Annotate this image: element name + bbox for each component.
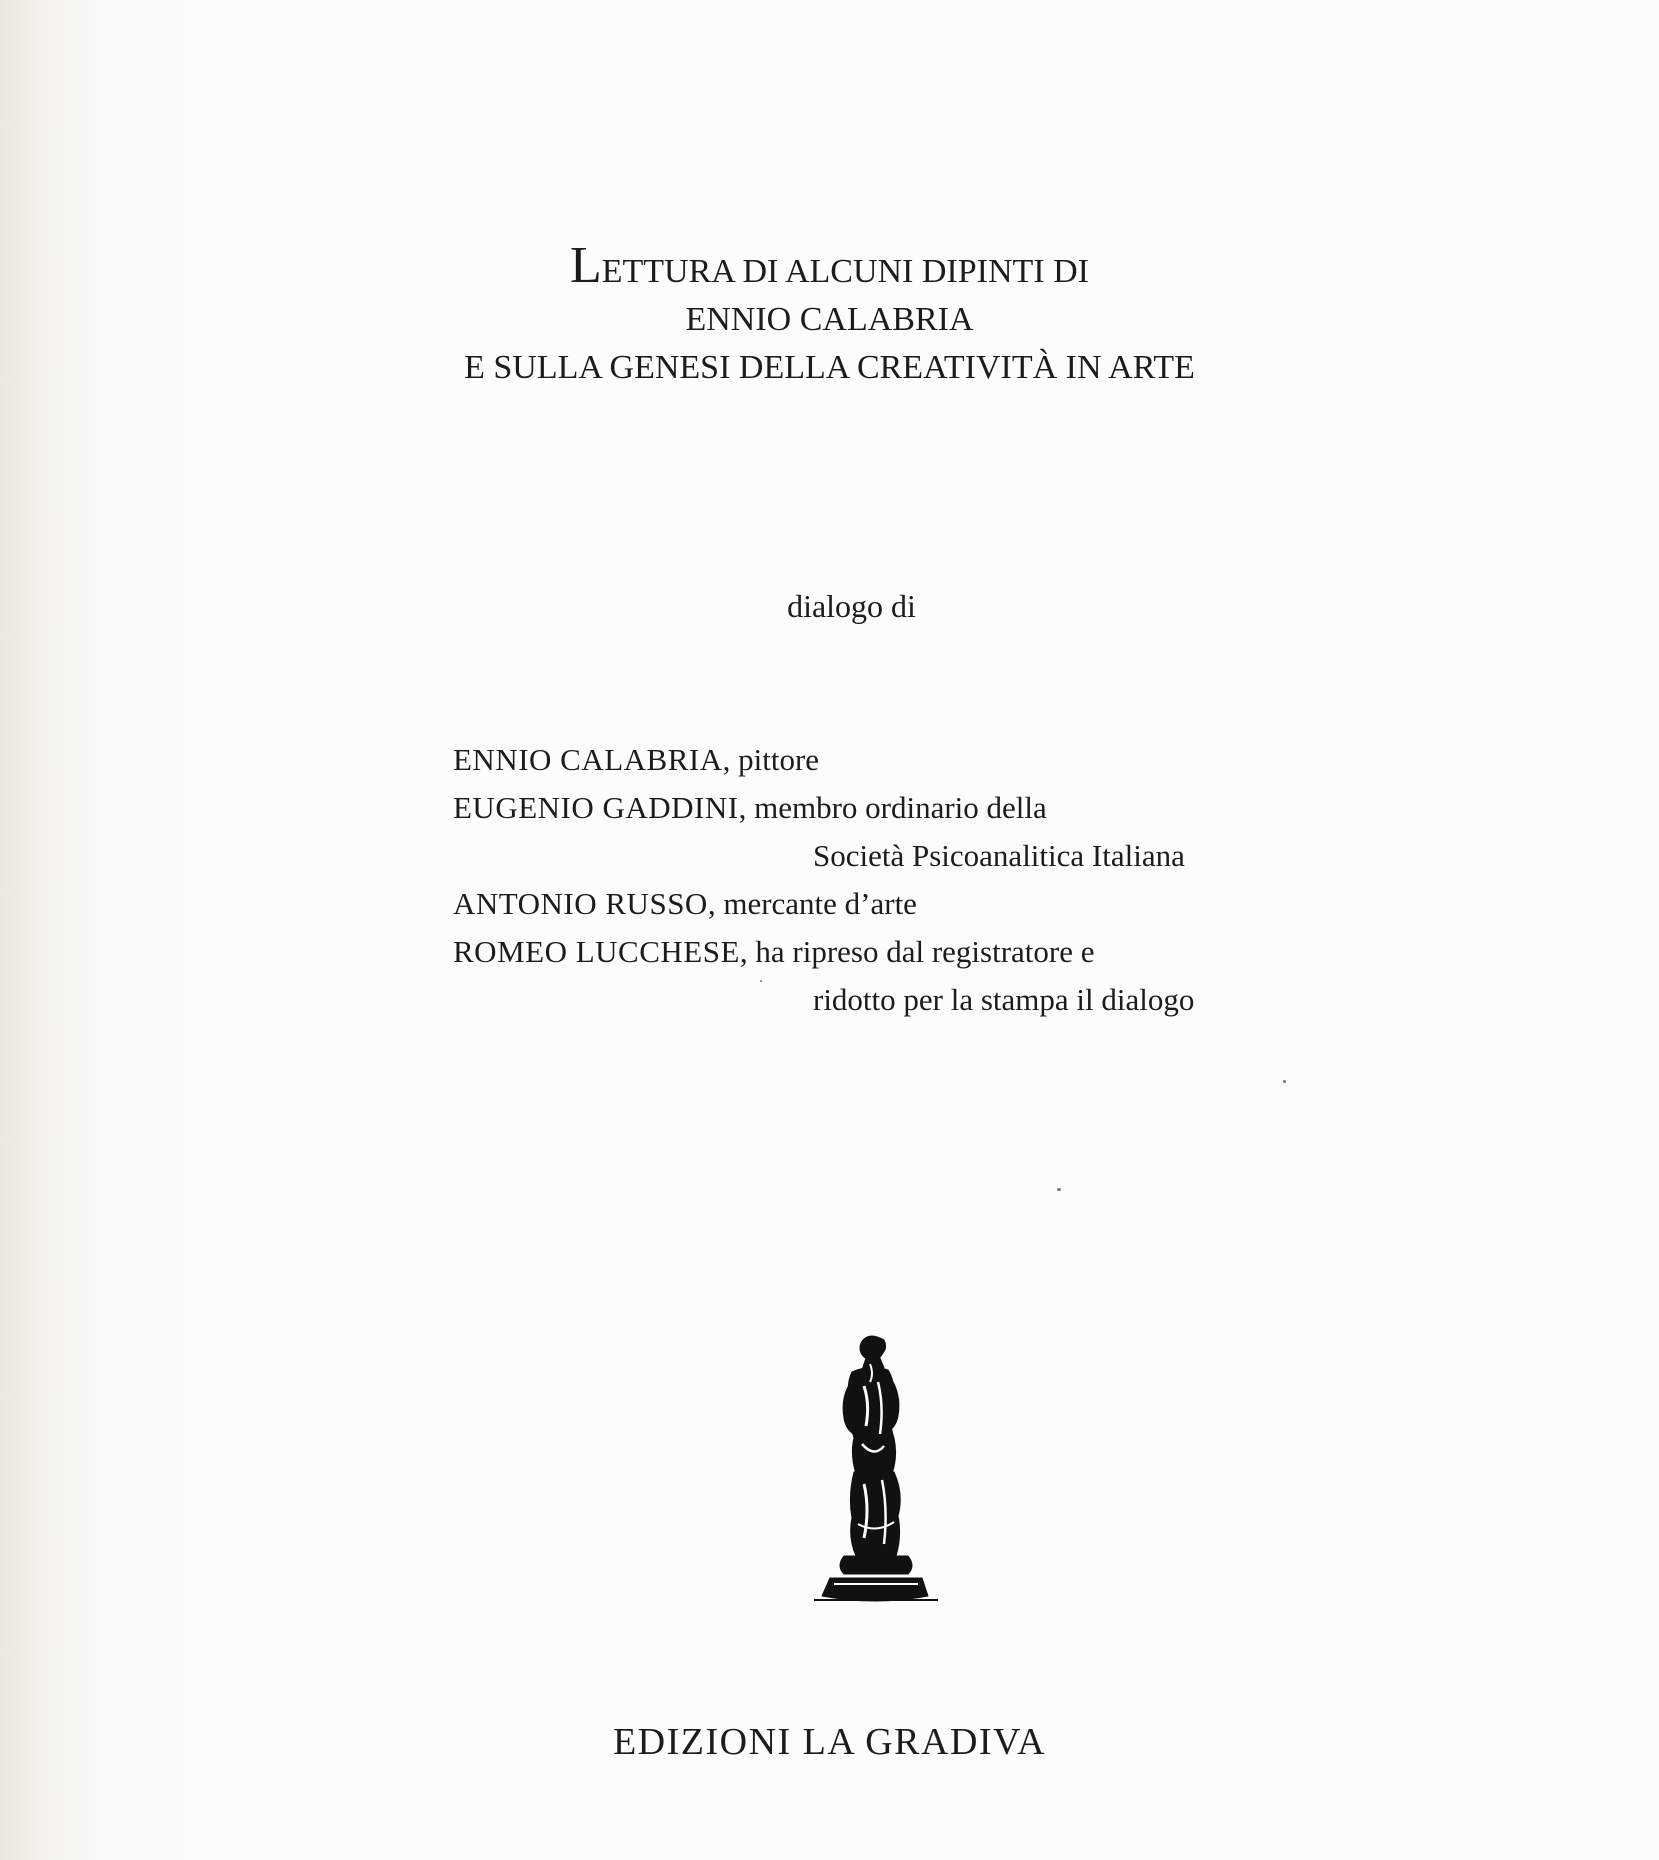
paper-speck xyxy=(760,980,762,982)
dialogue-intro-text: dialogo di xyxy=(787,588,916,624)
participant-entry xyxy=(453,880,1095,928)
participant-name: ENNIO CALABRIA xyxy=(453,742,723,777)
participant-role-continuation: Società Psicoanalitica Italiana xyxy=(813,838,1185,873)
publisher-name: EDIZIONI LA GRADIVA xyxy=(612,1721,1047,1763)
participant-list xyxy=(453,736,1195,1024)
participant-role: , ha ripreso dal registratore e xyxy=(739,934,1095,969)
participant-role-continuation-row xyxy=(453,976,1195,1024)
participant-role: , mercante d’arte xyxy=(707,886,917,921)
participant-name: ANTONIO RUSSO xyxy=(453,886,708,921)
dialogue-intro xyxy=(0,586,1659,626)
participant-name: EUGENIO GADDINI xyxy=(453,790,739,825)
participant-role: , pittore xyxy=(722,742,820,777)
title-line-3: E SULLA GENESI DELLA CREATIVITÀ IN ARTE xyxy=(464,349,1195,386)
participant-entry xyxy=(453,928,1095,976)
participant-role: , membro ordinario della xyxy=(738,790,1047,825)
classical-statue-icon xyxy=(804,1334,944,1608)
title-initial: L xyxy=(569,237,602,294)
participant-name: ROMEO LUCCHESE xyxy=(453,934,740,969)
participant-role-continuation-row xyxy=(453,832,1185,880)
participant-role-continuation: ridotto per la stampa il dialogo xyxy=(813,982,1195,1017)
paper-speck xyxy=(1057,1188,1061,1191)
participant-entry xyxy=(453,736,1095,784)
title-line-1 xyxy=(0,237,1659,294)
title-line-2: ENNIO CALABRIA xyxy=(685,301,974,338)
title-line-1-rest: ETTURA DI ALCUNI DIPINTI DI xyxy=(601,253,1090,290)
paper-speck xyxy=(1283,1080,1286,1083)
participant-entry xyxy=(453,784,1095,832)
